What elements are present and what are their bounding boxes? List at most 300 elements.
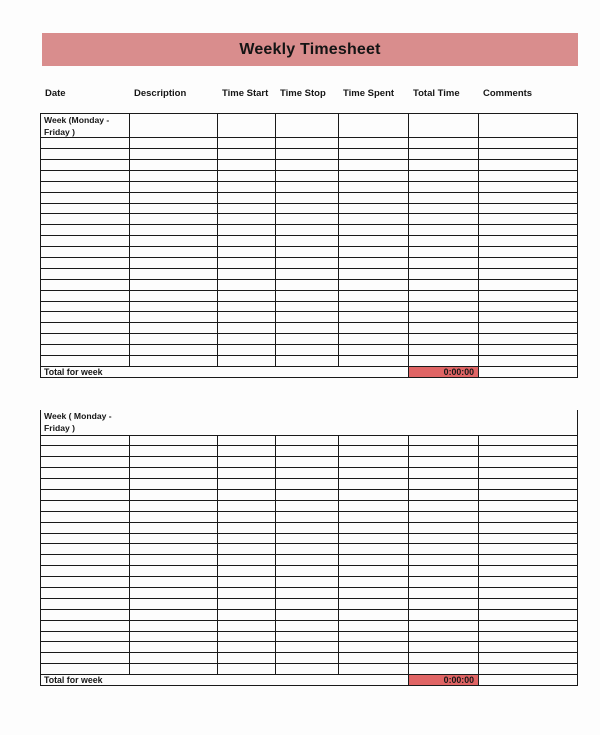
- empty-cell[interactable]: [276, 533, 339, 544]
- empty-cell[interactable]: [409, 345, 479, 356]
- empty-cell[interactable]: [130, 247, 218, 258]
- empty-cell[interactable]: [409, 489, 479, 500]
- empty-cell[interactable]: [276, 457, 339, 468]
- empty-cell[interactable]: [339, 489, 409, 500]
- empty-cell[interactable]: [339, 446, 409, 457]
- empty-cell[interactable]: [276, 203, 339, 214]
- empty-cell[interactable]: [479, 555, 578, 566]
- empty-cell[interactable]: [130, 533, 218, 544]
- empty-cell[interactable]: [409, 114, 479, 138]
- empty-cell[interactable]: [130, 159, 218, 170]
- empty-cell[interactable]: [130, 114, 218, 138]
- empty-cell[interactable]: [339, 642, 409, 653]
- empty-cell[interactable]: [130, 598, 218, 609]
- empty-cell[interactable]: [339, 236, 409, 247]
- empty-cell[interactable]: [41, 642, 130, 653]
- empty-cell[interactable]: [41, 159, 130, 170]
- empty-cell[interactable]: [479, 664, 578, 675]
- empty-cell[interactable]: [276, 170, 339, 181]
- empty-cell[interactable]: [130, 170, 218, 181]
- empty-cell[interactable]: [41, 609, 130, 620]
- empty-cell[interactable]: [130, 489, 218, 500]
- empty-cell[interactable]: [479, 489, 578, 500]
- empty-cell[interactable]: [409, 533, 479, 544]
- empty-cell[interactable]: [130, 149, 218, 160]
- total-comments-cell[interactable]: [479, 366, 578, 377]
- empty-cell[interactable]: [130, 511, 218, 522]
- empty-cell[interactable]: [339, 356, 409, 367]
- empty-cell[interactable]: [409, 334, 479, 345]
- empty-cell[interactable]: [409, 435, 479, 446]
- empty-cell[interactable]: [276, 555, 339, 566]
- empty-cell[interactable]: [409, 566, 479, 577]
- empty-cell[interactable]: [339, 257, 409, 268]
- empty-cell[interactable]: [218, 290, 276, 301]
- empty-cell[interactable]: [409, 653, 479, 664]
- empty-cell[interactable]: [130, 214, 218, 225]
- empty-cell[interactable]: [276, 356, 339, 367]
- empty-cell[interactable]: [130, 181, 218, 192]
- empty-cell[interactable]: [409, 598, 479, 609]
- empty-cell[interactable]: [409, 192, 479, 203]
- empty-cell[interactable]: [339, 609, 409, 620]
- empty-cell[interactable]: [218, 257, 276, 268]
- empty-cell[interactable]: [41, 555, 130, 566]
- empty-cell[interactable]: [41, 598, 130, 609]
- empty-cell[interactable]: [41, 533, 130, 544]
- empty-cell[interactable]: [41, 544, 130, 555]
- total-comments-cell[interactable]: [479, 675, 578, 686]
- empty-cell[interactable]: [409, 544, 479, 555]
- empty-cell[interactable]: [41, 268, 130, 279]
- empty-cell[interactable]: [276, 479, 339, 490]
- empty-cell[interactable]: [409, 159, 479, 170]
- empty-cell[interactable]: [339, 301, 409, 312]
- empty-cell[interactable]: [276, 192, 339, 203]
- empty-cell[interactable]: [479, 479, 578, 490]
- empty-cell[interactable]: [409, 631, 479, 642]
- empty-cell[interactable]: [41, 345, 130, 356]
- empty-cell[interactable]: [409, 446, 479, 457]
- empty-cell[interactable]: [276, 468, 339, 479]
- empty-cell[interactable]: [479, 225, 578, 236]
- empty-cell[interactable]: [41, 631, 130, 642]
- empty-cell[interactable]: [339, 192, 409, 203]
- empty-cell[interactable]: [218, 170, 276, 181]
- empty-cell[interactable]: [276, 159, 339, 170]
- empty-cell[interactable]: [479, 544, 578, 555]
- empty-cell[interactable]: [218, 279, 276, 290]
- empty-cell[interactable]: [41, 181, 130, 192]
- empty-cell[interactable]: [276, 489, 339, 500]
- empty-cell[interactable]: [479, 631, 578, 642]
- empty-cell[interactable]: [130, 457, 218, 468]
- empty-cell[interactable]: [218, 268, 276, 279]
- empty-cell[interactable]: [218, 138, 276, 149]
- empty-cell[interactable]: [41, 653, 130, 664]
- empty-cell[interactable]: [276, 446, 339, 457]
- empty-cell[interactable]: [409, 468, 479, 479]
- empty-cell[interactable]: [409, 577, 479, 588]
- empty-cell[interactable]: [218, 236, 276, 247]
- empty-cell[interactable]: [409, 290, 479, 301]
- empty-cell[interactable]: [130, 334, 218, 345]
- empty-cell[interactable]: [218, 642, 276, 653]
- empty-cell[interactable]: [130, 631, 218, 642]
- empty-cell[interactable]: [339, 138, 409, 149]
- empty-cell[interactable]: [479, 279, 578, 290]
- empty-cell[interactable]: [339, 435, 409, 446]
- empty-cell[interactable]: [409, 642, 479, 653]
- empty-cell[interactable]: [276, 620, 339, 631]
- empty-cell[interactable]: [41, 247, 130, 258]
- empty-cell[interactable]: [479, 114, 578, 138]
- empty-cell[interactable]: [130, 192, 218, 203]
- empty-cell[interactable]: [276, 664, 339, 675]
- empty-cell[interactable]: [409, 500, 479, 511]
- empty-cell[interactable]: [218, 500, 276, 511]
- empty-cell[interactable]: [218, 247, 276, 258]
- empty-cell[interactable]: [479, 435, 578, 446]
- empty-cell[interactable]: [276, 587, 339, 598]
- empty-cell[interactable]: [339, 334, 409, 345]
- empty-cell[interactable]: [130, 555, 218, 566]
- empty-cell[interactable]: [339, 114, 409, 138]
- empty-cell[interactable]: [479, 653, 578, 664]
- empty-cell[interactable]: [130, 279, 218, 290]
- empty-cell[interactable]: [409, 323, 479, 334]
- empty-cell[interactable]: [41, 479, 130, 490]
- empty-cell[interactable]: [276, 653, 339, 664]
- empty-cell[interactable]: [479, 247, 578, 258]
- empty-cell[interactable]: [479, 609, 578, 620]
- empty-cell[interactable]: [218, 203, 276, 214]
- empty-cell[interactable]: [339, 457, 409, 468]
- empty-cell[interactable]: [339, 214, 409, 225]
- empty-cell[interactable]: [409, 664, 479, 675]
- empty-cell[interactable]: [276, 301, 339, 312]
- empty-cell[interactable]: [218, 356, 276, 367]
- empty-cell[interactable]: [339, 279, 409, 290]
- empty-cell[interactable]: [409, 555, 479, 566]
- empty-cell[interactable]: [41, 511, 130, 522]
- empty-cell[interactable]: [339, 345, 409, 356]
- empty-cell[interactable]: [409, 620, 479, 631]
- empty-cell[interactable]: [41, 236, 130, 247]
- empty-cell[interactable]: [339, 664, 409, 675]
- empty-cell[interactable]: [409, 356, 479, 367]
- empty-cell[interactable]: [130, 446, 218, 457]
- empty-cell[interactable]: [41, 257, 130, 268]
- empty-cell[interactable]: [339, 181, 409, 192]
- empty-cell[interactable]: [41, 138, 130, 149]
- empty-cell[interactable]: [276, 609, 339, 620]
- empty-cell[interactable]: [276, 544, 339, 555]
- empty-cell[interactable]: [276, 435, 339, 446]
- empty-cell[interactable]: [218, 555, 276, 566]
- empty-cell[interactable]: [479, 356, 578, 367]
- empty-cell[interactable]: [479, 192, 578, 203]
- empty-cell[interactable]: [409, 257, 479, 268]
- empty-cell[interactable]: [130, 500, 218, 511]
- empty-cell[interactable]: [218, 149, 276, 160]
- empty-cell[interactable]: [218, 653, 276, 664]
- empty-cell[interactable]: [41, 312, 130, 323]
- empty-cell[interactable]: [218, 114, 276, 138]
- empty-cell[interactable]: [41, 435, 130, 446]
- empty-cell[interactable]: [276, 114, 339, 138]
- empty-cell[interactable]: [130, 468, 218, 479]
- empty-cell[interactable]: [276, 149, 339, 160]
- empty-cell[interactable]: [409, 203, 479, 214]
- empty-cell[interactable]: [41, 290, 130, 301]
- empty-cell[interactable]: [276, 334, 339, 345]
- empty-cell[interactable]: [218, 457, 276, 468]
- empty-cell[interactable]: [218, 334, 276, 345]
- empty-cell[interactable]: [130, 620, 218, 631]
- empty-cell[interactable]: [218, 468, 276, 479]
- empty-cell[interactable]: [479, 522, 578, 533]
- empty-cell[interactable]: [479, 511, 578, 522]
- empty-cell[interactable]: [218, 312, 276, 323]
- empty-cell[interactable]: [339, 149, 409, 160]
- empty-cell[interactable]: [218, 598, 276, 609]
- empty-cell[interactable]: [339, 522, 409, 533]
- empty-cell[interactable]: [41, 301, 130, 312]
- empty-cell[interactable]: [218, 159, 276, 170]
- empty-cell[interactable]: [479, 533, 578, 544]
- empty-cell[interactable]: [130, 225, 218, 236]
- empty-cell[interactable]: [479, 236, 578, 247]
- empty-cell[interactable]: [409, 511, 479, 522]
- empty-cell[interactable]: [276, 268, 339, 279]
- empty-cell[interactable]: [276, 522, 339, 533]
- empty-cell[interactable]: [130, 203, 218, 214]
- empty-cell[interactable]: [339, 577, 409, 588]
- empty-cell[interactable]: [409, 214, 479, 225]
- empty-cell[interactable]: [276, 290, 339, 301]
- empty-cell[interactable]: [218, 214, 276, 225]
- empty-cell[interactable]: [339, 598, 409, 609]
- empty-cell[interactable]: [41, 587, 130, 598]
- empty-cell[interactable]: [409, 479, 479, 490]
- empty-cell[interactable]: [409, 457, 479, 468]
- empty-cell[interactable]: [409, 279, 479, 290]
- empty-cell[interactable]: [41, 192, 130, 203]
- empty-cell[interactable]: [339, 511, 409, 522]
- empty-cell[interactable]: [479, 457, 578, 468]
- empty-cell[interactable]: [339, 323, 409, 334]
- empty-cell[interactable]: [130, 236, 218, 247]
- empty-cell[interactable]: [41, 334, 130, 345]
- empty-cell[interactable]: [339, 533, 409, 544]
- empty-cell[interactable]: [479, 181, 578, 192]
- empty-cell[interactable]: [218, 522, 276, 533]
- empty-cell[interactable]: [130, 577, 218, 588]
- empty-cell[interactable]: [276, 323, 339, 334]
- empty-cell[interactable]: [41, 323, 130, 334]
- empty-cell[interactable]: [41, 446, 130, 457]
- empty-cell[interactable]: [218, 511, 276, 522]
- empty-cell[interactable]: [479, 334, 578, 345]
- empty-cell[interactable]: [339, 312, 409, 323]
- empty-cell[interactable]: [218, 533, 276, 544]
- empty-cell[interactable]: [276, 566, 339, 577]
- empty-cell[interactable]: [41, 214, 130, 225]
- empty-cell[interactable]: [276, 247, 339, 258]
- empty-cell[interactable]: [218, 435, 276, 446]
- empty-cell[interactable]: [218, 664, 276, 675]
- empty-cell[interactable]: [339, 500, 409, 511]
- empty-cell[interactable]: [479, 214, 578, 225]
- empty-cell[interactable]: [276, 181, 339, 192]
- empty-cell[interactable]: [409, 149, 479, 160]
- empty-cell[interactable]: [130, 522, 218, 533]
- empty-cell[interactable]: [479, 149, 578, 160]
- empty-cell[interactable]: [130, 323, 218, 334]
- empty-cell[interactable]: [409, 247, 479, 258]
- empty-cell[interactable]: [218, 631, 276, 642]
- empty-cell[interactable]: [41, 356, 130, 367]
- empty-cell[interactable]: [130, 587, 218, 598]
- empty-cell[interactable]: [218, 446, 276, 457]
- empty-cell[interactable]: [130, 356, 218, 367]
- empty-cell[interactable]: [409, 312, 479, 323]
- empty-cell[interactable]: [41, 500, 130, 511]
- empty-cell[interactable]: [479, 577, 578, 588]
- empty-cell[interactable]: [339, 587, 409, 598]
- empty-cell[interactable]: [41, 620, 130, 631]
- empty-cell[interactable]: [339, 225, 409, 236]
- empty-cell[interactable]: [41, 664, 130, 675]
- empty-cell[interactable]: [41, 457, 130, 468]
- empty-cell[interactable]: [479, 159, 578, 170]
- empty-cell[interactable]: [409, 522, 479, 533]
- empty-cell[interactable]: [339, 631, 409, 642]
- empty-cell[interactable]: [41, 225, 130, 236]
- empty-cell[interactable]: [339, 544, 409, 555]
- empty-cell[interactable]: [218, 323, 276, 334]
- empty-cell[interactable]: [479, 468, 578, 479]
- empty-cell[interactable]: [218, 345, 276, 356]
- empty-cell[interactable]: [479, 587, 578, 598]
- empty-cell[interactable]: [276, 642, 339, 653]
- empty-cell[interactable]: [339, 620, 409, 631]
- empty-cell[interactable]: [479, 301, 578, 312]
- empty-cell[interactable]: [479, 566, 578, 577]
- empty-cell[interactable]: [41, 468, 130, 479]
- empty-cell[interactable]: [130, 664, 218, 675]
- empty-cell[interactable]: [41, 149, 130, 160]
- empty-cell[interactable]: [41, 279, 130, 290]
- empty-cell[interactable]: [218, 181, 276, 192]
- empty-cell[interactable]: [276, 577, 339, 588]
- empty-cell[interactable]: [218, 225, 276, 236]
- empty-cell[interactable]: [218, 609, 276, 620]
- empty-cell[interactable]: [41, 522, 130, 533]
- empty-cell[interactable]: [130, 609, 218, 620]
- empty-cell[interactable]: [130, 312, 218, 323]
- empty-cell[interactable]: [276, 511, 339, 522]
- empty-cell[interactable]: [409, 225, 479, 236]
- empty-cell[interactable]: [276, 598, 339, 609]
- empty-cell[interactable]: [218, 544, 276, 555]
- empty-cell[interactable]: [218, 620, 276, 631]
- empty-cell[interactable]: [41, 170, 130, 181]
- empty-cell[interactable]: [218, 301, 276, 312]
- empty-cell[interactable]: [479, 642, 578, 653]
- empty-cell[interactable]: [409, 609, 479, 620]
- empty-cell[interactable]: [130, 435, 218, 446]
- empty-cell[interactable]: [130, 301, 218, 312]
- empty-cell[interactable]: [339, 247, 409, 258]
- empty-cell[interactable]: [276, 500, 339, 511]
- empty-cell[interactable]: [339, 170, 409, 181]
- empty-cell[interactable]: [276, 312, 339, 323]
- empty-cell[interactable]: [479, 290, 578, 301]
- empty-cell[interactable]: [276, 214, 339, 225]
- empty-cell[interactable]: [218, 489, 276, 500]
- empty-cell[interactable]: [409, 587, 479, 598]
- empty-cell[interactable]: [409, 138, 479, 149]
- empty-cell[interactable]: [479, 620, 578, 631]
- empty-cell[interactable]: [276, 236, 339, 247]
- empty-cell[interactable]: [130, 566, 218, 577]
- empty-cell[interactable]: [479, 268, 578, 279]
- empty-cell[interactable]: [130, 479, 218, 490]
- empty-cell[interactable]: [130, 544, 218, 555]
- empty-cell[interactable]: [218, 479, 276, 490]
- empty-cell[interactable]: [409, 236, 479, 247]
- empty-cell[interactable]: [479, 257, 578, 268]
- empty-cell[interactable]: [409, 181, 479, 192]
- empty-cell[interactable]: [479, 170, 578, 181]
- empty-cell[interactable]: [339, 566, 409, 577]
- empty-cell[interactable]: [276, 345, 339, 356]
- empty-cell[interactable]: [409, 170, 479, 181]
- empty-cell[interactable]: [218, 566, 276, 577]
- empty-cell[interactable]: [130, 138, 218, 149]
- empty-cell[interactable]: [409, 301, 479, 312]
- empty-cell[interactable]: [339, 653, 409, 664]
- empty-cell[interactable]: [130, 642, 218, 653]
- empty-cell[interactable]: [479, 203, 578, 214]
- empty-cell[interactable]: [339, 479, 409, 490]
- empty-cell[interactable]: [41, 577, 130, 588]
- empty-cell[interactable]: [276, 257, 339, 268]
- empty-cell[interactable]: [479, 345, 578, 356]
- empty-cell[interactable]: [130, 268, 218, 279]
- empty-cell[interactable]: [339, 290, 409, 301]
- empty-cell[interactable]: [339, 555, 409, 566]
- empty-cell[interactable]: [479, 323, 578, 334]
- empty-cell[interactable]: [339, 268, 409, 279]
- empty-cell[interactable]: [41, 489, 130, 500]
- empty-cell[interactable]: [218, 577, 276, 588]
- empty-cell[interactable]: [130, 257, 218, 268]
- empty-cell[interactable]: [339, 159, 409, 170]
- empty-cell[interactable]: [41, 566, 130, 577]
- empty-cell[interactable]: [276, 631, 339, 642]
- empty-cell[interactable]: [41, 203, 130, 214]
- empty-cell[interactable]: [479, 598, 578, 609]
- empty-cell[interactable]: [218, 192, 276, 203]
- empty-cell[interactable]: [409, 268, 479, 279]
- empty-cell[interactable]: [276, 225, 339, 236]
- empty-cell[interactable]: [339, 203, 409, 214]
- empty-cell[interactable]: [276, 138, 339, 149]
- empty-cell[interactable]: [479, 138, 578, 149]
